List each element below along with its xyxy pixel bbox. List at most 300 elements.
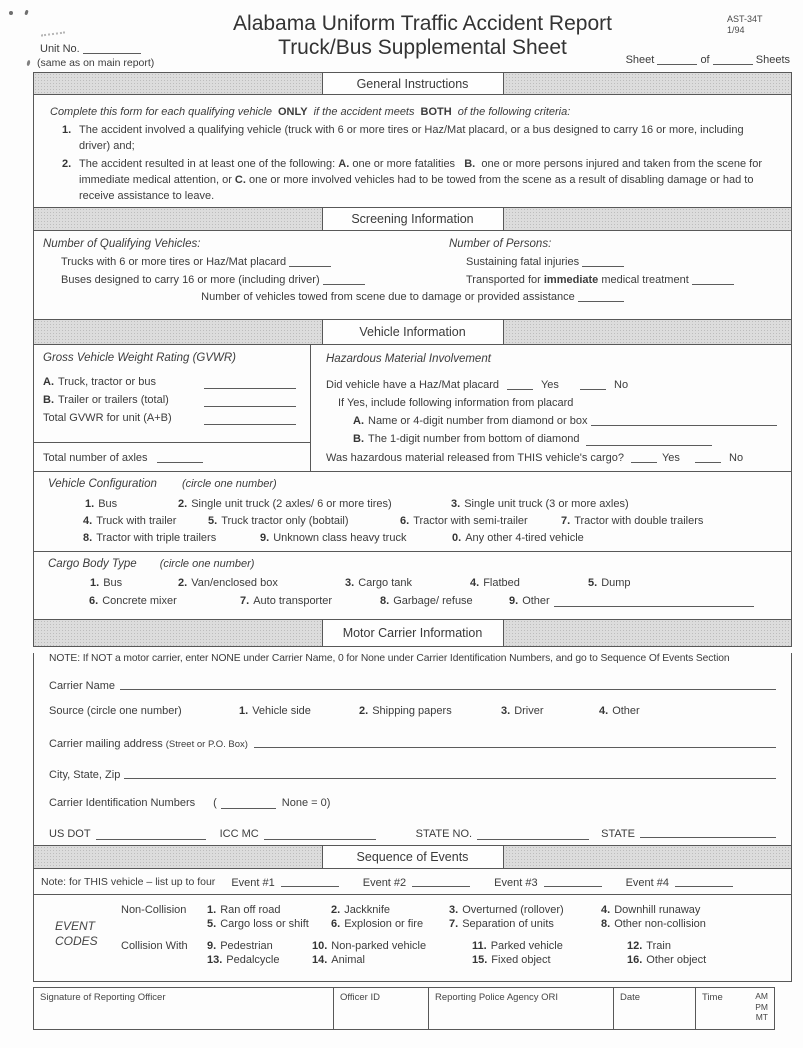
opt-label: Driver <box>514 705 544 717</box>
event-2-blank[interactable] <box>412 875 470 887</box>
gi-item-1 <box>62 122 777 154</box>
event-code-3 <box>449 904 601 916</box>
signature-table <box>33 987 775 1030</box>
opt-label: Other object <box>646 954 707 966</box>
opt-num: 1. <box>207 904 217 916</box>
vc-option-0 <box>452 532 584 544</box>
source-option-2 <box>359 705 501 717</box>
gvwr-column <box>34 345 311 471</box>
gi-intro-seg: if the accident meets <box>310 106 418 118</box>
vehicle-configuration-heading-row <box>48 478 791 490</box>
meridiem-options <box>755 991 768 1023</box>
opt-label: Overturned (rollover) <box>462 904 564 916</box>
opt-num: 2. <box>331 904 341 916</box>
event-4-label: Event #4 <box>625 876 669 889</box>
opt-label: Auto transporter <box>253 595 333 607</box>
opt-num: 7. <box>561 515 571 527</box>
vc-option-2 <box>178 498 451 510</box>
screening-information-bar <box>33 208 792 231</box>
form-body <box>33 72 792 1030</box>
opt-num: 4. <box>83 515 93 527</box>
opt-label: Pedalcycle <box>226 954 280 966</box>
mt-option: MT <box>755 1012 768 1022</box>
gvwr-total-label: Total GVWR for unit (A+B) <box>43 412 172 424</box>
hazmat-if-yes: If Yes, include following information from placard <box>338 397 574 409</box>
event-code-16 <box>627 954 706 966</box>
section-title-text: General Instructions <box>356 76 469 91</box>
mailing-paren-label: (Street or P.O. Box) <box>165 739 248 750</box>
event-codes-label-line1: EVENT <box>55 919 96 933</box>
buses-count-field <box>61 273 449 286</box>
opt-num: 5. <box>208 515 218 527</box>
gi-item-2 <box>62 156 777 204</box>
event-codes-box <box>33 895 792 982</box>
opt-num: 2. <box>178 498 188 510</box>
carrier-numbers-row <box>49 826 776 840</box>
event-3-label: Event #3 <box>494 876 538 889</box>
event-code-5 <box>207 918 331 930</box>
opt-label: Bus <box>103 577 123 589</box>
buses-label: Buses designed to carry 16 or more (including driver) <box>61 274 320 286</box>
cargo-other-blank[interactable] <box>554 595 754 607</box>
opt-label: Pedestrian <box>220 940 273 952</box>
of-label: of <box>700 54 710 66</box>
vc-option-4 <box>83 515 208 527</box>
placard-label: Did vehicle have a Haz/Mat placard <box>326 379 500 391</box>
towed-field <box>34 290 791 303</box>
event-code-4 <box>601 904 700 916</box>
circle-one-note: (circle one number) <box>159 558 255 570</box>
cargo-body-row-1 <box>90 577 791 589</box>
opt-label: Any other 4-tired vehicle <box>465 532 584 544</box>
spacer <box>121 918 207 930</box>
persons-column <box>449 231 791 286</box>
screening-information-title <box>322 207 504 231</box>
carrier-id-blank[interactable] <box>221 797 276 809</box>
event-3-blank[interactable] <box>544 875 602 887</box>
gi-letter-b: B. <box>464 158 476 170</box>
opt-num: 6. <box>331 918 341 930</box>
date-label: Date <box>620 992 641 1003</box>
gi-letter-a: A. <box>338 158 350 170</box>
gi-item-number: 1. <box>62 124 72 136</box>
carrier-id-label: Carrier Identification Numbers <box>49 797 196 809</box>
usdot-blank[interactable] <box>96 828 206 840</box>
opt-num: 6. <box>400 515 410 527</box>
hazmat-released-field <box>326 451 777 465</box>
hazmat-name-blank[interactable] <box>591 414 777 426</box>
gvwr-panel <box>34 345 310 443</box>
gi-intro-seg: of the following criteria: <box>454 106 571 118</box>
sequence-note-row <box>33 869 792 895</box>
opt-label: Dump <box>601 577 631 589</box>
opt-num: 3. <box>451 498 461 510</box>
cb-option-6 <box>89 595 240 607</box>
cb-option-8 <box>380 595 509 607</box>
general-instructions-title <box>322 72 504 95</box>
opt-num: A. <box>353 415 364 427</box>
placard-yes-blank[interactable] <box>507 378 533 390</box>
opt-label: Other <box>522 595 550 607</box>
axles-panel <box>34 443 310 471</box>
pm-option: PM <box>755 1001 768 1012</box>
carrier-name-field <box>49 678 776 692</box>
yes-label: Yes <box>661 452 680 464</box>
signature-label: Signature of Reporting Officer <box>40 992 166 1003</box>
opt-label: Parked vehicle <box>490 940 563 952</box>
source-option-4 <box>599 705 640 717</box>
opt-num: 4. <box>470 577 480 589</box>
cb-option-7 <box>240 595 380 607</box>
general-instructions-box <box>33 95 792 208</box>
screening-information-box <box>33 231 792 320</box>
carrier-id-none-label: None = 0) <box>281 797 331 809</box>
non-collision-row-1 <box>121 895 791 916</box>
yes-label: Yes <box>540 379 559 391</box>
gvwr-trailer-label: Trailer or trailers (total) <box>58 394 169 406</box>
gvwr-trailer-field <box>43 394 296 407</box>
placard-no-blank[interactable] <box>580 378 606 390</box>
gi-seg: one or more fatalities <box>352 158 456 170</box>
unit-no-subtext: (same as on main report) <box>37 57 155 69</box>
opt-label: Flatbed <box>483 577 520 589</box>
transported-label-end: medical treatment <box>598 274 689 286</box>
gi-seg: one or more involved vehicles had to be towed from the scene as a result of disabling damage or had to receive assistance to leave. <box>79 174 754 202</box>
opt-num: 0. <box>452 532 462 544</box>
opt-num: 3. <box>449 904 459 916</box>
trucks-count-blank[interactable] <box>289 255 331 267</box>
city-state-zip-blank[interactable] <box>124 767 776 779</box>
source-option-1 <box>239 705 359 717</box>
form-title-line2: Truck/Bus Supplemental Sheet <box>278 36 567 59</box>
event-code-1 <box>207 904 331 916</box>
fatal-injuries-blank[interactable] <box>582 255 624 267</box>
vc-option-6 <box>400 515 561 527</box>
qualifying-vehicles-column <box>34 231 449 286</box>
form-code-revision: 1/94 <box>727 25 745 35</box>
gi-item-text <box>79 156 777 204</box>
released-yes-blank[interactable] <box>631 451 657 463</box>
scan-artifact <box>26 60 30 67</box>
hazmat-name-label: Name or 4-digit number from diamond or box <box>368 415 588 427</box>
opt-num: 6. <box>89 595 99 607</box>
time-label: Time <box>702 992 723 1003</box>
gi-letter-c: C. <box>234 174 246 186</box>
fatal-injuries-field <box>466 255 791 268</box>
date-cell[interactable] <box>614 988 696 1029</box>
carrier-mailing-field <box>49 736 776 750</box>
opt-num: 1. <box>239 705 249 717</box>
opt-label: Single unit truck (3 or more axles) <box>464 498 629 510</box>
collision-with-label: Collision With <box>121 940 188 952</box>
opt-num: 5. <box>588 577 598 589</box>
carrier-name-label: Carrier Name <box>49 680 116 692</box>
event-4-field <box>626 875 733 889</box>
opt-label: Animal <box>331 954 365 966</box>
event-code-8 <box>601 918 706 930</box>
section-title-text: Motor Carrier Information <box>342 626 483 640</box>
opt-label: Truck with trailer <box>96 515 177 527</box>
vehicle-information-title <box>322 319 504 345</box>
cargo-body-row-2 <box>89 595 791 607</box>
axles-blank[interactable] <box>157 451 203 463</box>
qualifying-vehicles-heading: Number of Qualifying Vehicles: <box>43 238 201 250</box>
hazmat-digit-field <box>353 432 777 446</box>
opt-num: 9. <box>207 940 217 952</box>
vehicle-config-row-1 <box>85 498 791 510</box>
officer-id-label: Officer ID <box>340 992 380 1003</box>
gi-intro-only: ONLY <box>278 106 308 118</box>
event-3-field <box>494 875 601 889</box>
gvwr-total-blank[interactable] <box>204 413 296 425</box>
fatal-injuries-label: Sustaining fatal injuries <box>466 256 580 268</box>
motor-carrier-box <box>33 653 792 846</box>
cb-option-5 <box>588 577 631 589</box>
officer-id-cell[interactable] <box>334 988 429 1029</box>
gi-intro-seg: Complete this form for each qualifying vehicle <box>50 106 275 118</box>
sequence-note: Note: for THIS vehicle – list up to four <box>41 875 216 888</box>
opt-num: 8. <box>380 595 390 607</box>
city-state-zip-field <box>49 767 776 781</box>
stateno-blank[interactable] <box>477 828 589 840</box>
opt-label: Separation of units <box>462 918 554 930</box>
opt-label: Other <box>612 705 640 717</box>
non-collision-row-2 <box>121 916 791 930</box>
released-label: Was hazardous material released from THIS vehicle's cargo? <box>326 452 625 464</box>
section-title-text: Screening Information <box>351 212 474 226</box>
screening-columns <box>34 231 791 286</box>
opt-label: Van/enclosed box <box>191 577 278 589</box>
source-option-3 <box>501 705 599 717</box>
form-title-line1: Alabama Uniform Traffic Accident Report <box>233 12 612 35</box>
event-1-field <box>231 875 338 889</box>
stateno-label: STATE NO. <box>415 828 473 840</box>
time-cell[interactable] <box>696 988 774 1029</box>
usdot-label: US DOT <box>49 828 91 840</box>
motor-carrier-bar <box>33 620 792 647</box>
event-code-9 <box>207 940 312 952</box>
cb-option-2 <box>178 577 345 589</box>
form-code-number: AST-34T <box>727 14 763 24</box>
hazmat-digit-blank[interactable] <box>586 434 712 446</box>
event-code-13 <box>207 954 312 966</box>
opt-label: Tractor with double trailers <box>574 515 704 527</box>
opt-num: 8. <box>83 532 93 544</box>
opt-num: 2. <box>359 705 369 717</box>
event-1-blank[interactable] <box>281 875 339 887</box>
trucks-count-field <box>61 255 449 268</box>
event-code-11 <box>472 940 627 952</box>
no-label: No <box>614 379 629 391</box>
signature-cell[interactable] <box>34 988 334 1029</box>
event-code-12 <box>627 940 671 952</box>
opt-label: Shipping papers <box>372 705 452 717</box>
opt-num: 9. <box>509 595 519 607</box>
sheets-label: Sheets <box>755 54 790 66</box>
gvwr-truck-field <box>43 376 296 389</box>
released-no-blank[interactable] <box>695 451 721 463</box>
opt-num: B. <box>43 394 54 406</box>
opt-label: Truck tractor only (bobtail) <box>221 515 349 527</box>
agency-ori-label: Reporting Police Agency ORI <box>435 992 559 1003</box>
gvwr-total-field <box>43 412 296 425</box>
spacer <box>121 954 207 966</box>
opt-label: Bus <box>98 498 118 510</box>
gvwr-trailer-blank[interactable] <box>204 395 296 407</box>
cargo-body-heading: Cargo Body Type <box>48 558 137 570</box>
event-codes-label-line2: CODES <box>55 934 98 948</box>
opt-num: 5. <box>207 918 217 930</box>
hazmat-digit-label: The 1-digit number from bottom of diamond <box>368 433 580 445</box>
transported-label: Transported for <box>466 274 544 286</box>
transported-field <box>466 273 791 286</box>
opt-num: 13. <box>207 954 223 966</box>
vehicle-information-box <box>33 345 792 620</box>
gi-item-number: 2. <box>62 158 72 170</box>
motor-carrier-title <box>322 619 504 647</box>
opt-label: Jackknife <box>344 904 391 916</box>
event-1-label: Event #1 <box>231 876 275 889</box>
cb-option-9 <box>509 595 550 607</box>
opt-num: 9. <box>260 532 270 544</box>
opt-num: 7. <box>449 918 459 930</box>
vc-option-3 <box>451 498 629 510</box>
opt-num: 10. <box>312 940 328 952</box>
event-code-10 <box>312 940 472 952</box>
opt-num: 16. <box>627 954 643 966</box>
carrier-source-field <box>49 705 776 717</box>
opt-num: 3. <box>501 705 511 717</box>
opt-num: 12. <box>627 940 643 952</box>
sheet-total-blank[interactable] <box>713 53 753 65</box>
motor-carrier-note: NOTE: If NOT a motor carrier, enter NONE under Carrier Name, 0 for None under Carrier Identification Numbers, and go to Sequence Of Events Section <box>49 653 730 664</box>
form-code <box>727 14 763 36</box>
immediate-bold: immediate <box>543 274 599 286</box>
opt-num: 1. <box>85 498 95 510</box>
gi-item-text: The accident involved a qualifying vehicle (truck with 6 or more tires or Haz/Mat placard, or a bus designed to carry 16 or more, including driver) and; <box>79 124 744 152</box>
opt-label: Train <box>646 940 671 952</box>
hazmat-name-field <box>353 414 777 428</box>
event-2-label: Event #2 <box>362 876 407 889</box>
agency-ori-cell[interactable] <box>429 988 614 1029</box>
vehicle-information-bar <box>33 320 792 345</box>
cb-option-4 <box>470 577 588 589</box>
iccmc-label: ICC MC <box>219 828 259 840</box>
axles-label: Total number of axles <box>43 452 148 464</box>
opt-label: Downhill runaway <box>614 904 701 916</box>
collision-row-1 <box>121 930 791 952</box>
event-code-2 <box>331 904 449 916</box>
event-2-field <box>363 875 470 889</box>
hazmat-heading: Hazardous Material Involvement <box>326 353 491 365</box>
opt-label: Concrete mixer <box>102 595 177 607</box>
mailing-blank[interactable] <box>254 736 776 748</box>
vc-option-5 <box>208 515 400 527</box>
opt-num: 1. <box>90 577 100 589</box>
carrier-id-field <box>49 797 776 809</box>
vehicle-configuration-heading: Vehicle Configuration <box>48 478 157 490</box>
opt-num: 7. <box>240 595 250 607</box>
general-instructions-bar <box>33 72 792 95</box>
sequence-of-events-bar <box>33 846 792 869</box>
section-title-text: Vehicle Information <box>359 325 466 339</box>
carrier-name-blank[interactable] <box>120 678 776 690</box>
towed-count-blank[interactable] <box>578 290 624 302</box>
unit-no-label: Unit No. <box>40 43 80 55</box>
vc-option-9 <box>260 532 452 544</box>
mailing-label: Carrier mailing address <box>49 738 163 750</box>
vc-option-7 <box>561 515 703 527</box>
event-codes-label <box>55 919 98 949</box>
carrier-id-paren: ( <box>213 797 217 809</box>
opt-label: Tractor with triple trailers <box>96 532 217 544</box>
event-code-6 <box>331 918 449 930</box>
gvwr-truck-blank[interactable] <box>204 377 296 389</box>
event-4-blank[interactable] <box>675 875 733 887</box>
vc-option-1 <box>85 498 178 510</box>
cb-option-3 <box>345 577 470 589</box>
gi-intro-both: BOTH <box>420 106 452 118</box>
gi-intro <box>50 104 777 120</box>
sheet-label: Sheet <box>625 54 655 66</box>
no-label: No <box>729 452 744 464</box>
opt-label: Unknown class heavy truck <box>273 532 407 544</box>
trucks-label: Trucks with 6 or more tires or Haz/Mat placard <box>61 256 287 268</box>
opt-label: Tractor with semi-trailer <box>413 515 528 527</box>
vc-option-8 <box>83 532 260 544</box>
am-option: AM <box>755 991 768 1001</box>
non-collision-label: Non-Collision <box>121 904 187 916</box>
hazmat-placard-field <box>326 378 777 392</box>
opt-label: Explosion or fire <box>344 918 424 930</box>
opt-label: Ran off road <box>220 904 281 916</box>
opt-num: A. <box>43 376 54 388</box>
opt-label: Vehicle side <box>252 705 311 717</box>
gvwr-truck-label: Truck, tractor or bus <box>58 376 157 388</box>
iccmc-blank[interactable] <box>264 828 376 840</box>
opt-num: 2. <box>178 577 188 589</box>
sheet-number-blank[interactable] <box>657 53 697 65</box>
gi-seg: The accident resulted in at least one of the following: <box>79 158 339 170</box>
opt-label: Garbage/ refuse <box>393 595 473 607</box>
cargo-body-heading-row <box>48 558 791 570</box>
event-code-15 <box>472 954 627 966</box>
vehicle-info-top <box>34 345 791 471</box>
opt-num: 11. <box>472 940 487 952</box>
opt-num: 4. <box>601 904 611 916</box>
persons-heading: Number of Persons: <box>449 238 552 250</box>
collision-row-2 <box>121 952 791 966</box>
hazmat-column <box>311 345 791 471</box>
opt-label: Cargo loss or shift <box>220 918 309 930</box>
buses-count-blank[interactable] <box>323 273 365 285</box>
opt-label: Fixed object <box>491 954 551 966</box>
opt-label: Single unit truck (2 axles/ 6 or more tires) <box>191 498 392 510</box>
section-title-text: Sequence of Events <box>356 850 469 864</box>
opt-num: 8. <box>601 918 611 930</box>
circle-one-note: (circle one number) <box>181 478 277 490</box>
cb-option-1 <box>90 577 178 589</box>
sheet-count-field <box>626 53 790 66</box>
source-label: Source (circle one number) <box>49 705 182 717</box>
opt-num: 3. <box>345 577 355 589</box>
transported-blank[interactable] <box>692 273 734 285</box>
opt-label: Non-parked vehicle <box>331 940 427 952</box>
vehicle-config-row-2 <box>83 515 791 527</box>
opt-num: 4. <box>599 705 609 717</box>
state-blank[interactable] <box>640 826 776 838</box>
opt-label: Other non-collision <box>614 918 706 930</box>
